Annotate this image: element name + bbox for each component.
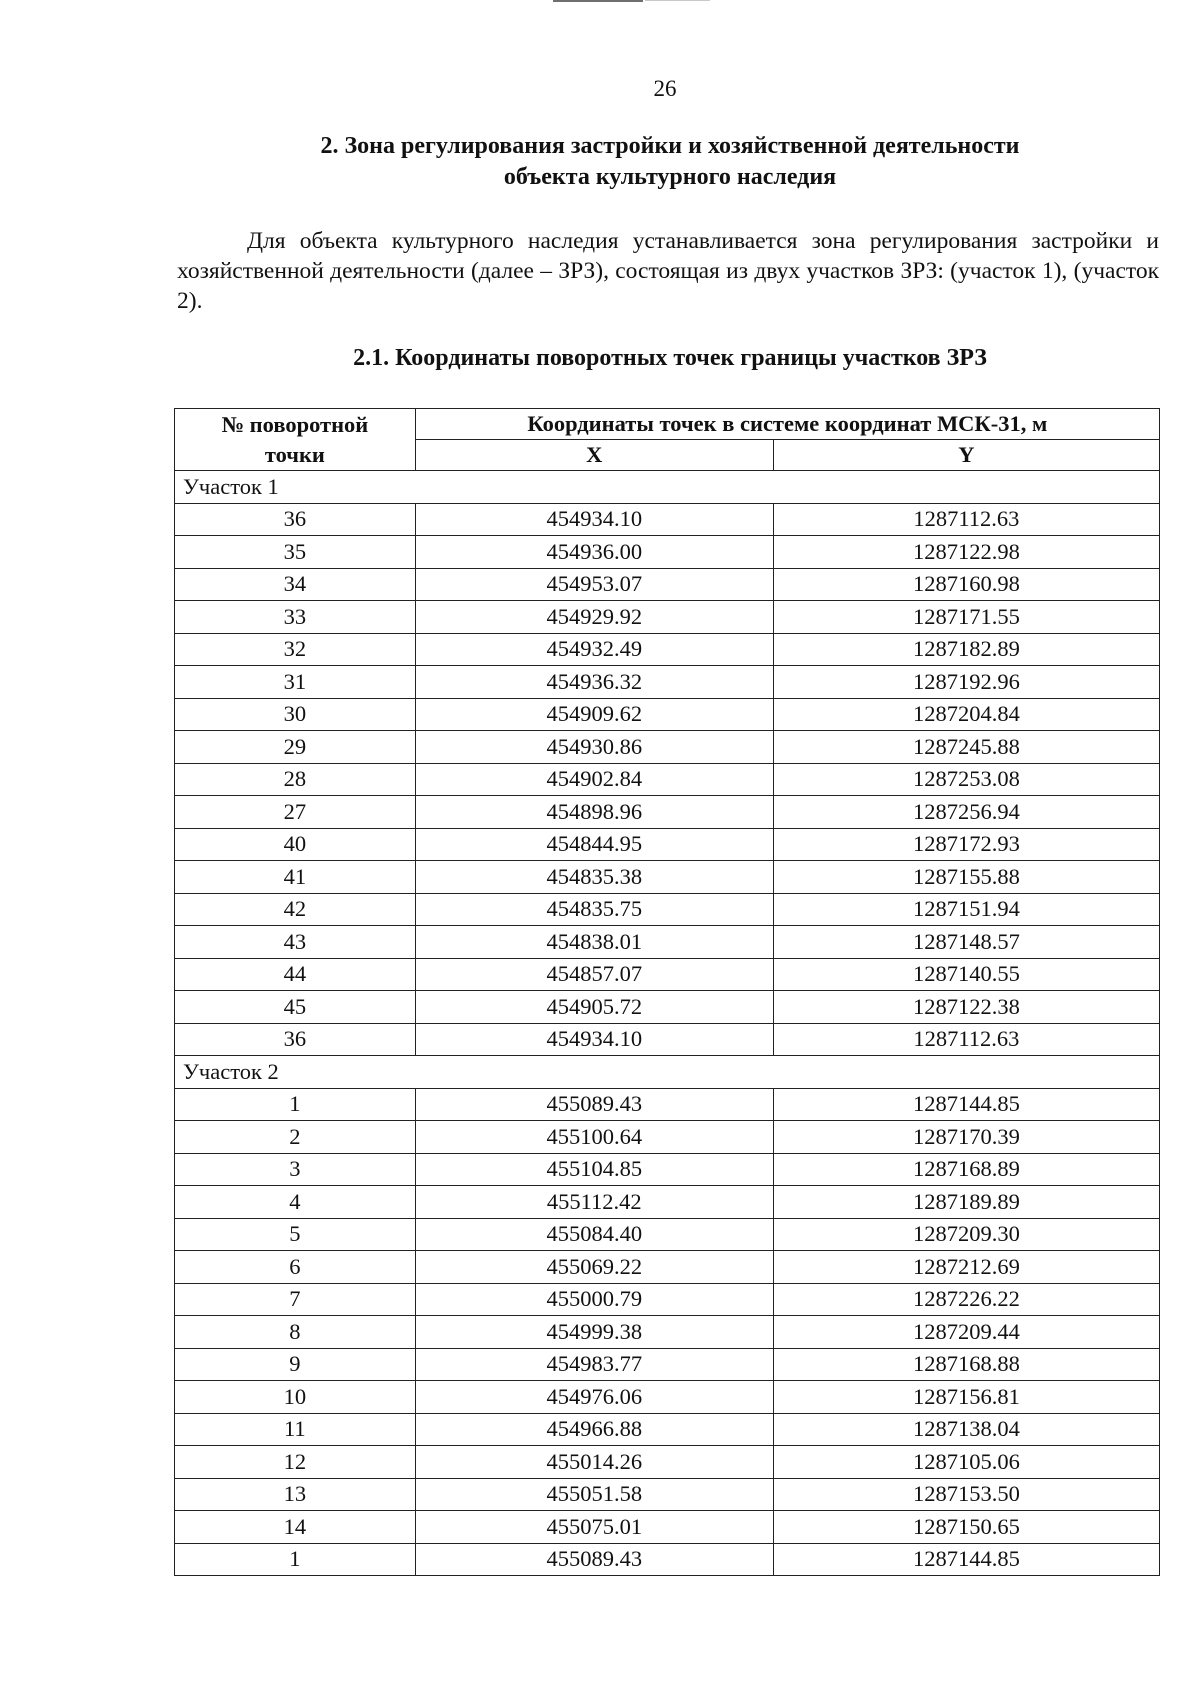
point-number-cell: 31	[175, 666, 416, 699]
table-row	[175, 536, 1160, 569]
x-coordinate-cell: 455100.64	[415, 1121, 773, 1154]
x-coordinate-cell: 454936.00	[415, 536, 773, 569]
page-number: 26	[653, 76, 677, 101]
table-row	[175, 1543, 1160, 1576]
y-coordinate-cell: 1287192.96	[773, 666, 1159, 699]
y-coordinate-cell: 1287150.65	[773, 1511, 1159, 1544]
point-number-header	[175, 409, 416, 471]
x-coordinate-cell: 454983.77	[415, 1348, 773, 1381]
x-coordinate-cell: 455000.79	[415, 1283, 773, 1316]
y-coordinate-cell: 1287168.88	[773, 1348, 1159, 1381]
point-number-cell: 30	[175, 698, 416, 731]
x-coordinate-cell: 455112.42	[415, 1186, 773, 1219]
point-number-cell: 10	[175, 1381, 416, 1414]
point-number-cell: 28	[175, 763, 416, 796]
y-coordinate-cell: 1287209.44	[773, 1316, 1159, 1349]
point-number-cell: 33	[175, 601, 416, 634]
point-number-cell: 32	[175, 633, 416, 666]
table-row	[175, 503, 1160, 536]
y-coordinate-cell: 1287112.63	[773, 503, 1159, 536]
x-coordinate-cell: 454936.32	[415, 666, 773, 699]
x-coordinate-cell: 455089.43	[415, 1543, 773, 1576]
x-coordinate-cell: 454934.10	[415, 503, 773, 536]
point-number-header-line-1: № поворотной	[221, 411, 369, 437]
section-heading	[175, 131, 1165, 193]
section-row	[175, 1056, 1160, 1089]
y-coordinate-cell: 1287172.93	[773, 828, 1159, 861]
x-coordinate-cell: 454905.72	[415, 991, 773, 1024]
point-number-cell: 44	[175, 958, 416, 991]
table-row	[175, 1121, 1160, 1154]
x-coordinate-cell: 455069.22	[415, 1251, 773, 1284]
y-header: Y	[773, 440, 1159, 471]
x-coordinate-cell: 455104.85	[415, 1153, 773, 1186]
point-number-cell: 2	[175, 1121, 416, 1154]
y-coordinate-cell: 1287212.69	[773, 1251, 1159, 1284]
point-number-cell: 12	[175, 1446, 416, 1479]
point-number-cell: 35	[175, 536, 416, 569]
y-coordinate-cell: 1287155.88	[773, 861, 1159, 894]
point-number-cell: 42	[175, 893, 416, 926]
point-number-cell: 1	[175, 1543, 416, 1576]
subsection-heading: 2.1. Координаты поворотных точек границы участков ЗРЗ	[353, 345, 987, 371]
y-coordinate-cell: 1287144.85	[773, 1543, 1159, 1576]
table-row	[175, 1348, 1160, 1381]
y-coordinate-cell: 1287122.98	[773, 536, 1159, 569]
y-coordinate-cell: 1287144.85	[773, 1088, 1159, 1121]
x-coordinate-cell: 454953.07	[415, 568, 773, 601]
y-coordinate-cell: 1287189.89	[773, 1186, 1159, 1219]
table-row	[175, 958, 1160, 991]
x-coordinate-cell: 454932.49	[415, 633, 773, 666]
table-header-row	[175, 409, 1160, 440]
point-number-cell: 1	[175, 1088, 416, 1121]
table-row	[175, 731, 1160, 764]
point-number-cell: 4	[175, 1186, 416, 1219]
point-number-cell: 40	[175, 828, 416, 861]
y-coordinate-cell: 1287226.22	[773, 1283, 1159, 1316]
point-number-cell: 8	[175, 1316, 416, 1349]
x-header: X	[415, 440, 773, 471]
y-coordinate-cell: 1287122.38	[773, 991, 1159, 1024]
point-number-header-line-2: точки	[264, 441, 325, 467]
y-coordinate-cell: 1287256.94	[773, 796, 1159, 829]
y-coordinate-cell: 1287160.98	[773, 568, 1159, 601]
x-coordinate-cell: 454835.75	[415, 893, 773, 926]
point-number-cell: 36	[175, 1023, 416, 1056]
section-heading-line-1: 2. Зона регулирования застройки и хозяйственной деятельности	[320, 133, 1020, 159]
y-coordinate-cell: 1287148.57	[773, 926, 1159, 959]
scan-artifact	[553, 0, 643, 2]
x-coordinate-cell: 454976.06	[415, 1381, 773, 1414]
section-label: Участок 2	[175, 1056, 1160, 1089]
x-coordinate-cell: 454844.95	[415, 828, 773, 861]
x-coordinate-cell: 454934.10	[415, 1023, 773, 1056]
table-body	[175, 471, 1160, 1576]
section-label: Участок 1	[175, 471, 1160, 504]
x-coordinate-cell: 455075.01	[415, 1511, 773, 1544]
table-row	[175, 893, 1160, 926]
coordinates-table	[174, 408, 1160, 1576]
y-coordinate-cell: 1287151.94	[773, 893, 1159, 926]
scan-artifact	[645, 0, 710, 1]
table-row	[175, 991, 1160, 1024]
point-number-cell: 3	[175, 1153, 416, 1186]
table-row	[175, 1023, 1160, 1056]
point-number-cell: 9	[175, 1348, 416, 1381]
x-coordinate-cell: 454838.01	[415, 926, 773, 959]
x-coordinate-cell: 454857.07	[415, 958, 773, 991]
intro-paragraph: Для объекта культурного наследия устанавливается зона регулирования застройки и хозяйственной деятельности (далее – ЗРЗ), состоящая из двух участков ЗРЗ: (участок 1), (участок 2).	[177, 228, 1159, 314]
table-row	[175, 601, 1160, 634]
y-coordinate-cell: 1287170.39	[773, 1121, 1159, 1154]
table-row	[175, 861, 1160, 894]
section-row	[175, 471, 1160, 504]
x-coordinate-cell: 454898.96	[415, 796, 773, 829]
table-row	[175, 698, 1160, 731]
table-row	[175, 1511, 1160, 1544]
y-coordinate-cell: 1287171.55	[773, 601, 1159, 634]
x-coordinate-cell: 454909.62	[415, 698, 773, 731]
y-coordinate-cell: 1287204.84	[773, 698, 1159, 731]
x-coordinate-cell: 455051.58	[415, 1478, 773, 1511]
y-coordinate-cell: 1287153.50	[773, 1478, 1159, 1511]
point-number-cell: 6	[175, 1251, 416, 1284]
table-row	[175, 763, 1160, 796]
y-coordinate-cell: 1287138.04	[773, 1413, 1159, 1446]
table-row	[175, 1218, 1160, 1251]
y-coordinate-cell: 1287182.89	[773, 633, 1159, 666]
point-number-cell: 29	[175, 731, 416, 764]
x-coordinate-cell: 454966.88	[415, 1413, 773, 1446]
section-heading-line-2: объекта культурного наследия	[503, 164, 837, 190]
point-number-cell: 27	[175, 796, 416, 829]
table-row	[175, 633, 1160, 666]
table-row	[175, 568, 1160, 601]
table-row	[175, 666, 1160, 699]
x-coordinate-cell: 454930.86	[415, 731, 773, 764]
y-coordinate-cell: 1287112.63	[773, 1023, 1159, 1056]
point-number-cell: 34	[175, 568, 416, 601]
table-row	[175, 1186, 1160, 1219]
y-coordinate-cell: 1287156.81	[773, 1381, 1159, 1414]
x-coordinate-cell: 455014.26	[415, 1446, 773, 1479]
point-number-cell: 36	[175, 503, 416, 536]
x-coordinate-cell: 455089.43	[415, 1088, 773, 1121]
x-coordinate-cell: 454902.84	[415, 763, 773, 796]
coordinates-header: Координаты точек в системе координат МСК-31, м	[415, 409, 1159, 440]
table-row	[175, 1251, 1160, 1284]
point-number-cell: 11	[175, 1413, 416, 1446]
y-coordinate-cell: 1287209.30	[773, 1218, 1159, 1251]
y-coordinate-cell: 1287253.08	[773, 763, 1159, 796]
y-coordinate-cell: 1287105.06	[773, 1446, 1159, 1479]
point-number-cell: 13	[175, 1478, 416, 1511]
table-row	[175, 1381, 1160, 1414]
point-number-cell: 7	[175, 1283, 416, 1316]
table-row	[175, 1153, 1160, 1186]
y-coordinate-cell: 1287245.88	[773, 731, 1159, 764]
point-number-cell: 5	[175, 1218, 416, 1251]
point-number-cell: 14	[175, 1511, 416, 1544]
table-row	[175, 1478, 1160, 1511]
table-row	[175, 1446, 1160, 1479]
point-number-cell: 43	[175, 926, 416, 959]
table-row	[175, 1316, 1160, 1349]
point-number-cell: 45	[175, 991, 416, 1024]
y-coordinate-cell: 1287168.89	[773, 1153, 1159, 1186]
table-row	[175, 1088, 1160, 1121]
x-coordinate-cell: 455084.40	[415, 1218, 773, 1251]
table-row	[175, 796, 1160, 829]
table-row	[175, 926, 1160, 959]
point-number-cell: 41	[175, 861, 416, 894]
x-coordinate-cell: 454929.92	[415, 601, 773, 634]
y-coordinate-cell: 1287140.55	[773, 958, 1159, 991]
x-coordinate-cell: 454999.38	[415, 1316, 773, 1349]
table-row	[175, 828, 1160, 861]
table-row	[175, 1283, 1160, 1316]
table-row	[175, 1413, 1160, 1446]
x-coordinate-cell: 454835.38	[415, 861, 773, 894]
